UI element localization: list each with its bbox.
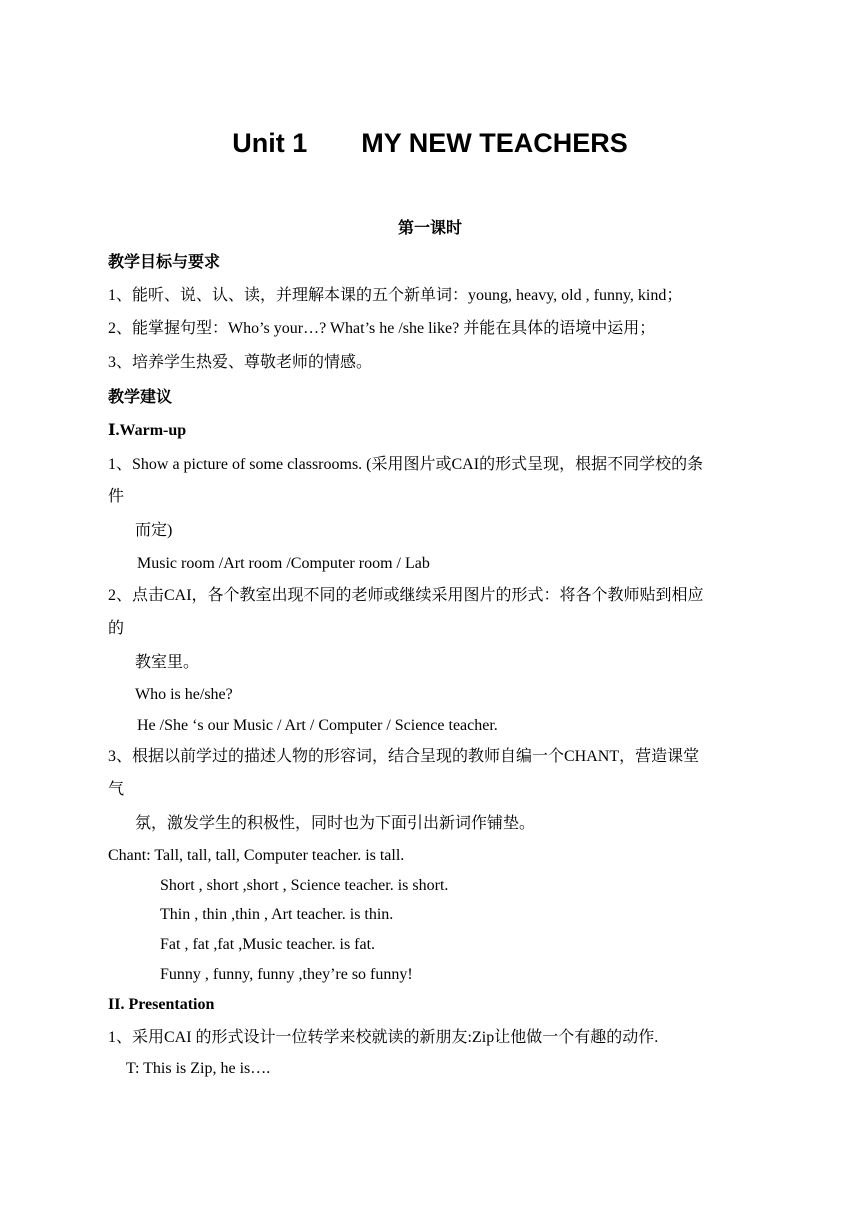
warmup-item-2-cont: 教室里。: [135, 654, 200, 671]
warmup-item-2-wrap: 的: [108, 620, 125, 637]
warmup-item-3-wrap: 气: [108, 781, 125, 798]
section-suggestions-heading: 教学建议: [108, 387, 173, 406]
goal-item: 3、培养学生热爱、尊敬老师的情感。: [108, 354, 373, 371]
chant-line: Short , short ,short , Science teacher. is short.: [160, 877, 449, 894]
unit-label: Unit 1: [232, 128, 308, 158]
goal-item: 2、能掌握句型：Who’s your…? What’s he /she like? 并能在具体的语境中运用；: [108, 320, 656, 337]
warmup-item-2: 2、点击CAI，各个教室出现不同的老师或继续采用图片的形式：将各个教师贴到相应: [108, 587, 704, 604]
presentation-item-1: 1、采用CAI 的形式设计一位转学来校就读的新朋友:Zip让他做一个有趣的动作.: [108, 1029, 659, 1046]
warmup-question: Who is he/she?: [135, 686, 233, 703]
chant-line: Fat , fat ,fat ,Music teacher. is fat.: [160, 936, 376, 953]
presentation-dialog: T: This is Zip, he is….: [126, 1060, 271, 1077]
unit-name: MY NEW TEACHERS: [361, 128, 628, 158]
warmup-item-1: 1、Show a picture of some classrooms. (采用图片或CAI的形式呈现，根据不同学校的条: [108, 456, 704, 473]
presentation-heading: II. Presentation: [108, 996, 215, 1013]
warmup-heading: Ⅰ.Warm-up: [108, 422, 187, 439]
chant-line: Funny , funny, funny ,they’re so funny!: [160, 966, 413, 983]
chant-line: Thin , thin ,thin , Art teacher. is thin.: [160, 906, 394, 923]
warmup-item-1-wrap: 件: [108, 488, 125, 505]
warmup-item-3: 3、根据以前学过的描述人物的形容词，结合呈现的教师自编一个CHANT，营造课堂: [108, 748, 700, 765]
goal-item: 1、能听、说、认、读，并理解本课的五个新单词：young, heavy, old , funny, kind；: [108, 287, 683, 304]
warmup-rooms: Music room /Art room /Computer room / Lab: [137, 555, 430, 572]
warmup-answer: He /She ‘s our Music / Art / Computer / Science teacher.: [137, 717, 498, 734]
chant-line: Chant: Tall, tall, tall, Computer teacher. is tall.: [108, 847, 405, 864]
warmup-item-3-cont: 氛，激发学生的积极性，同时也为下面引出新词作铺垫。: [135, 815, 536, 832]
section-goals-heading: 教学目标与要求: [108, 252, 221, 271]
lesson-label: 第一课时: [397, 218, 462, 237]
document-title: [0, 125, 860, 161]
warmup-item-1-cont: 而定): [135, 522, 173, 539]
